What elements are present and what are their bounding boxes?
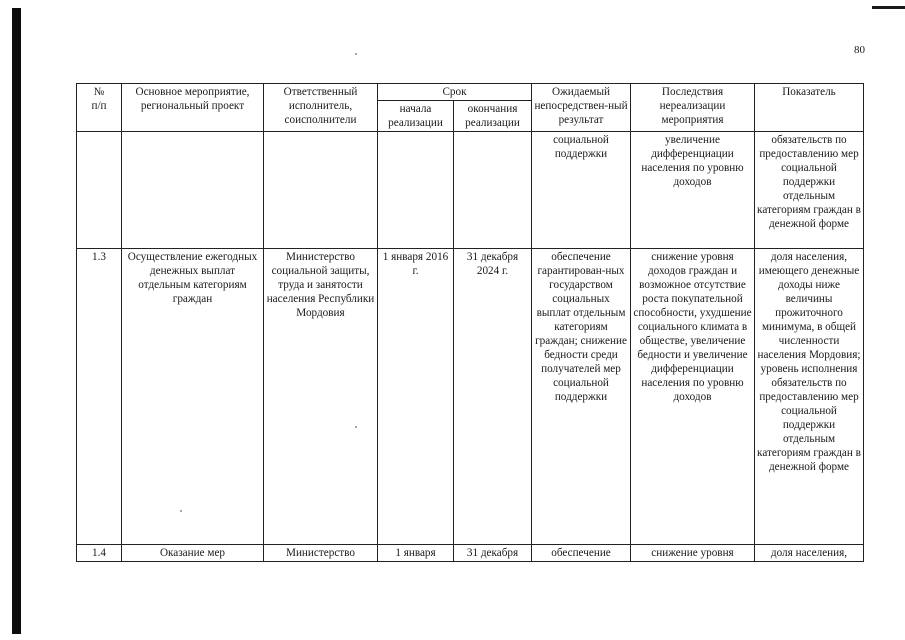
cell-measure: Осуществление ежегодных денежных выплат отдельным категориям граждан xyxy=(122,249,264,545)
cell-indicator: доля населения, xyxy=(755,545,864,562)
header-term-end: окончания реализации xyxy=(454,101,532,132)
cell-end xyxy=(454,132,532,249)
cell-number xyxy=(77,132,122,249)
scan-edge-bar xyxy=(12,8,21,634)
cell-indicator: обязательств по предоставлению мер социальной поддержки отдельным категориям граждан в денежной форме xyxy=(755,132,864,249)
cell-consequences: снижение уровня xyxy=(631,545,755,562)
header-number: № п/п xyxy=(77,84,122,132)
cell-expected: социальной поддержки xyxy=(532,132,631,249)
cell-end: 31 декабря 2024 г. xyxy=(454,249,532,545)
header-term: Срок xyxy=(378,84,532,101)
cell-expected: обеспечение гарантирован-ных государством социальных выплат отдельным категориям граждан; снижение бедности среди получателей мер социальной поддержки xyxy=(532,249,631,545)
cell-measure: Оказание мер xyxy=(122,545,264,562)
cell-number: 1.3 xyxy=(77,249,122,545)
cell-number: 1.4 xyxy=(77,545,122,562)
cell-responsible xyxy=(264,132,378,249)
cell-measure xyxy=(122,132,264,249)
cell-responsible: Министерство социальной защиты, труда и занятости населения Республики Мордовия xyxy=(264,249,378,545)
program-measures-table xyxy=(76,83,864,562)
cell-start: 1 января 2016 г. xyxy=(378,249,454,545)
table-header-row xyxy=(77,84,864,101)
header-consequences: Последствия нереализации мероприятия xyxy=(631,84,755,132)
table-row xyxy=(77,249,864,545)
cell-expected: обеспечение xyxy=(532,545,631,562)
cell-end: 31 декабря xyxy=(454,545,532,562)
header-indicator: Показатель xyxy=(755,84,864,132)
cell-indicator: доля населения, имеющего денежные доходы ниже величины прожиточного минимума, в общей численности населения Мордовия; уровень исполнения обязательств по предоставлению мер социальной поддержки отдельным категориям граждан в денежной форме xyxy=(755,249,864,545)
header-measure: Основное мероприятие, региональный проект xyxy=(122,84,264,132)
header-term-start: начала реализации xyxy=(378,101,454,132)
cell-consequences: увеличение дифференциации населения по уровню доходов xyxy=(631,132,755,249)
cell-start xyxy=(378,132,454,249)
scan-mark xyxy=(872,6,905,9)
scan-speck xyxy=(355,53,357,55)
cell-responsible: Министерство xyxy=(264,545,378,562)
header-responsible: Ответственный исполнитель, соисполнители xyxy=(264,84,378,132)
header-expected-result: Ожидаемый непосредствен-ный результат xyxy=(532,84,631,132)
cell-start: 1 января xyxy=(378,545,454,562)
table-row xyxy=(77,545,864,562)
page-number: 80 xyxy=(854,44,865,56)
cell-consequences: снижение уровня доходов граждан и возможное отсутствие роста покупательной способности, ухудшение социального климата в обществе, увеличение бедности и увеличение дифференциации населения по уровню доходов xyxy=(631,249,755,545)
table-row xyxy=(77,132,864,249)
